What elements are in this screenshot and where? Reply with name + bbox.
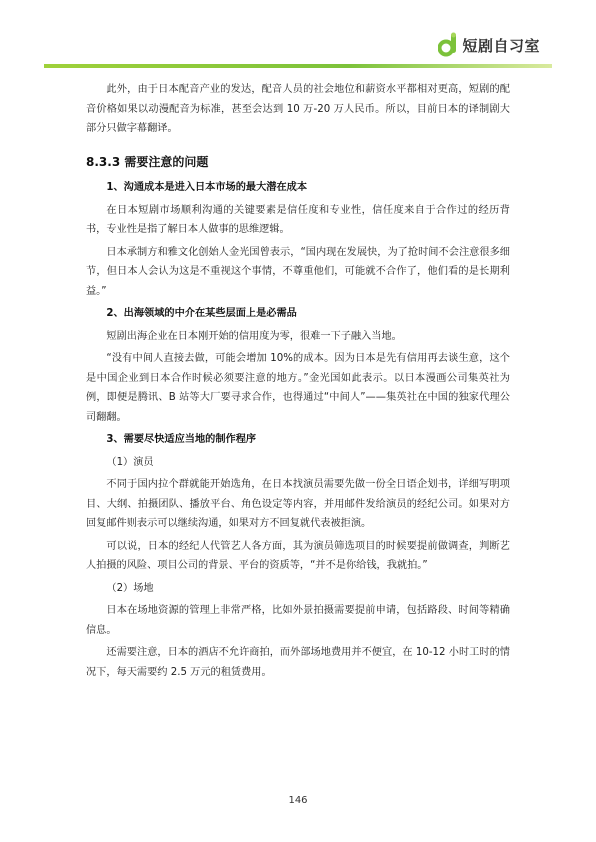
header-divider [44,64,552,68]
subsection-heading-2: 2、出海领域的中介在某些层面上是必需品 [106,308,297,319]
paragraph: 还需要注意，日本的酒店不允许商拍，而外部场地费用并不便宜，在 10-12 小时工时的情况下，每天需要约 2.5 万元的租赁费用。 [86,647,510,678]
minor-heading-actors: （1）演员 [106,456,154,468]
page-number: 146 [288,795,308,806]
paragraph: “没有中间人直接去做，可能会增加 10%的成本。因为日本是先有信用再去谈生意，这个是中国企业到日本合作时候必须要注意的地方。”金光国如此表示。以日本漫画公司集英社为例，即便是腾讯、B 站等大厂要寻求合作，也得通过“中间人”——集英社在中国的独家代理公司翻翻。 [86,353,510,423]
header-logo [438,32,540,58]
subsection-heading-3: 3、需要尽快适应当地的制作程序 [106,434,257,445]
logo-text: 短剧自习室 [462,36,540,55]
brand-logo-icon [438,32,460,58]
paragraph: 日本在场地资源的管理上非常严格，比如外景拍摄需要提前申请，包括路段、时间等精确信息。 [86,605,510,636]
section-title: 8.3.3 需要注意的问题 [86,154,209,169]
paragraph: 不同于国内拉个群就能开始选角，在日本找演员需要先做一份全日语企划书，详细写明项目、大纲、拍摄团队、播放平台、角色设定等内容，并用邮件发给演员的经纪公司。如果对方回复邮件则表示可以继续沟通，如果对方不回复就代表被拒演。 [86,479,510,529]
paragraph: 可以说，日本的经纪人代管艺人各方面，其为演员筛选项目的时候要提前做调查，判断艺人拍摄的风险、项目公司的背景、平台的资质等，“并不是你给钱，我就拍。” [86,540,510,571]
document-body [86,80,510,685]
minor-heading-venue: （2）场地 [106,582,154,594]
paragraph: 日本承制方和雅文化创始人金光国曾表示，“国内现在发展快，为了抢时间不会注意很多细节，但日本人会认为这是不重视这个事情，不尊重他们，可能就不合作了，他们看的是长期利益。” [86,246,510,297]
paragraph: 在日本短剧市场顺利沟通的关键要素是信任度和专业性，信任度来自于合作过的经历背书，专业性是指了解日本人做事的思维逻辑。 [86,204,510,235]
subsection-heading-1: 1、沟通成本是进入日本市场的最大潜在成本 [106,182,308,193]
paragraph: 短剧出海企业在日本刚开始的信用度为零，很难一下子融入当地。 [106,330,402,342]
paragraph: 此外，由于日本配音产业的发达，配音人员的社会地位和薪资水平都相对更高，短剧的配音价格如果以动漫配音为标准，甚至会达到 10 万-20 万人民币。所以，目前日本的译制剧大部分只做字幕翻译。 [86,84,510,134]
